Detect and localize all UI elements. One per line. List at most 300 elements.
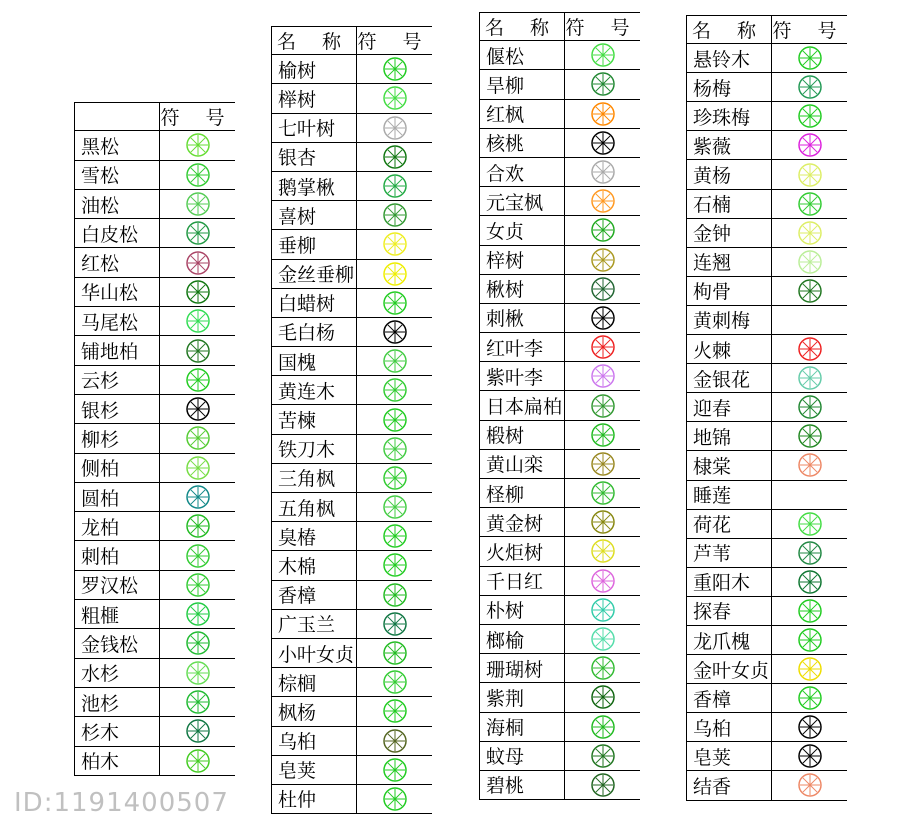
plant-name: 雪松: [75, 161, 160, 189]
plant-name: 睡莲: [687, 481, 772, 509]
plant-symbol-icon: [380, 640, 410, 666]
table-row: [272, 84, 432, 113]
symbol-cell: [357, 230, 432, 258]
plant-symbol-icon: [183, 338, 213, 364]
symbol-cell: [772, 597, 847, 625]
table-row: [480, 333, 640, 362]
plant-symbol-icon: [588, 305, 618, 331]
plant-symbol-icon: [380, 144, 410, 170]
plant-name: 女贞: [480, 216, 565, 244]
symbol-cell: [565, 333, 640, 361]
plant-name: 火棘: [687, 335, 772, 363]
plant-symbol-icon: [795, 656, 825, 682]
symbol-cell: [160, 688, 235, 716]
symbol-cell: [772, 539, 847, 567]
plant-symbol-icon: [183, 425, 213, 451]
plant-name: 朴树: [480, 596, 565, 624]
table-header: [687, 15, 847, 44]
plant-symbol-icon: [380, 56, 410, 82]
table-row: [75, 219, 235, 248]
plant-name: 侧柏: [75, 454, 160, 482]
table-row: [272, 522, 432, 551]
plant-symbol-icon: [380, 115, 410, 141]
plant-name: 金银花: [687, 364, 772, 392]
plant-symbol-icon: [795, 772, 825, 798]
symbol-cell: [772, 481, 847, 509]
plant-symbol-icon: [380, 377, 410, 403]
symbol-cell: [565, 275, 640, 303]
plant-name: 红松: [75, 248, 160, 276]
legend-table-3: [479, 12, 640, 800]
table-row: [272, 376, 432, 405]
plant-name: 毛白杨: [272, 318, 357, 346]
plant-symbol-icon: [795, 162, 825, 188]
table-row: [480, 479, 640, 508]
plant-name: 碧桃: [480, 771, 565, 799]
table-row: [687, 248, 847, 277]
plant-name: 马尾松: [75, 307, 160, 335]
table-row: [480, 654, 640, 683]
plant-name: 龙柏: [75, 512, 160, 540]
symbol-cell: [772, 713, 847, 741]
header-symbol: 符 号: [772, 20, 847, 43]
plant-name: 榉树: [272, 84, 357, 112]
table-row: [687, 626, 847, 655]
plant-name: 云杉: [75, 366, 160, 394]
plant-symbol-icon: [380, 494, 410, 520]
plant-symbol-icon: [380, 669, 410, 695]
symbol-cell: [772, 742, 847, 770]
plant-name: 海桐: [480, 713, 565, 741]
symbol-cell: [357, 522, 432, 550]
symbol-cell: [160, 278, 235, 306]
plant-name: 华山松: [75, 278, 160, 306]
table-row: [272, 668, 432, 697]
symbol-cell: [160, 512, 235, 540]
table-row: [480, 625, 640, 654]
symbol-cell: [772, 335, 847, 363]
symbol-cell: [160, 190, 235, 218]
plant-name: 珊瑚树: [480, 654, 565, 682]
symbol-cell: [357, 55, 432, 83]
plant-name: 皂荚: [272, 756, 357, 784]
symbol-cell: [357, 260, 432, 288]
plant-symbol-icon: [380, 85, 410, 111]
plant-name: 红叶李: [480, 333, 565, 361]
plant-name: 黄连木: [272, 376, 357, 404]
plant-symbol-icon: [588, 188, 618, 214]
symbol-cell: [160, 717, 235, 745]
plant-name: 合欢: [480, 158, 565, 186]
table-row: [75, 659, 235, 688]
plant-name: 龙爪槐: [687, 626, 772, 654]
symbol-cell: [357, 84, 432, 112]
table-row: [480, 187, 640, 216]
table-row: [272, 172, 432, 201]
table-row: [480, 275, 640, 304]
table-row: [480, 70, 640, 99]
symbol-cell: [565, 508, 640, 536]
symbol-cell: [160, 395, 235, 423]
plant-name: 罗汉松: [75, 571, 160, 599]
plant-name: 金丝垂柳: [272, 260, 357, 288]
plant-symbol-icon: [795, 423, 825, 449]
header-symbol: 符 号: [357, 31, 432, 54]
plant-name: 臭椿: [272, 522, 357, 550]
plant-name: 石楠: [687, 190, 772, 218]
plant-name: 黄刺梅: [687, 306, 772, 334]
plant-name: 珍珠梅: [687, 102, 772, 130]
plant-name: 香樟: [687, 684, 772, 712]
plant-symbol-icon: [588, 538, 618, 564]
table-row: [687, 306, 847, 335]
table-row: [272, 318, 432, 347]
plant-name: 乌桕: [272, 727, 357, 755]
table-row: [687, 597, 847, 626]
table-row: [75, 571, 235, 600]
plant-name: 池杉: [75, 688, 160, 716]
plant-symbol-icon: [588, 334, 618, 360]
plant-name: 日本扁柏: [480, 391, 565, 419]
plant-symbol-icon: [588, 159, 618, 185]
plant-name: 刺柏: [75, 541, 160, 569]
table-row: [272, 260, 432, 289]
plant-name: 棣棠: [687, 451, 772, 479]
table-row: [687, 771, 847, 800]
header-symbol: 符 号: [565, 17, 640, 40]
table-row: [480, 596, 640, 625]
plant-name: 喜树: [272, 201, 357, 229]
plant-symbol-icon: [380, 552, 410, 578]
plant-name: 悬铃木: [687, 44, 772, 72]
plant-symbol-icon: [183, 132, 213, 158]
table-row: [687, 393, 847, 422]
plant-name: 铺地柏: [75, 336, 160, 364]
symbol-cell: [772, 364, 847, 392]
symbol-cell: [357, 318, 432, 346]
plant-name: 荷花: [687, 510, 772, 538]
symbol-cell: [357, 581, 432, 609]
plant-symbol-icon: [795, 452, 825, 478]
table-row: [687, 655, 847, 684]
plant-symbol-icon: [183, 718, 213, 744]
symbol-cell: [357, 551, 432, 579]
plant-name: 银杏: [272, 143, 357, 171]
symbol-cell: [160, 307, 235, 335]
table-row: [687, 190, 847, 219]
table-row: [687, 73, 847, 102]
symbol-cell: [160, 336, 235, 364]
table-row: [272, 435, 432, 464]
legend-table-1: [74, 102, 235, 776]
symbol-cell: [565, 771, 640, 799]
symbol-cell: [772, 626, 847, 654]
symbol-cell: [565, 216, 640, 244]
table-row: [687, 510, 847, 539]
table-row: [75, 336, 235, 365]
table-row: [687, 131, 847, 160]
symbol-cell: [357, 289, 432, 317]
plant-name: 核桃: [480, 129, 565, 157]
plant-symbol-icon: [588, 684, 618, 710]
table-row: [480, 304, 640, 333]
plant-name: 探春: [687, 597, 772, 625]
plant-name: 紫叶李: [480, 362, 565, 390]
symbol-cell: [772, 568, 847, 596]
plant-symbol-icon: [588, 71, 618, 97]
plant-symbol-icon: [795, 191, 825, 217]
symbol-cell: [772, 219, 847, 247]
header-name: 名 称: [480, 13, 565, 40]
table-row: [75, 278, 235, 307]
header-name: [75, 103, 160, 130]
symbol-cell: [565, 713, 640, 741]
plant-name: 榔榆: [480, 625, 565, 653]
symbol-cell: [772, 102, 847, 130]
plant-name: 皂荚: [687, 742, 772, 770]
plant-symbol-icon: [183, 601, 213, 627]
plant-symbol-icon: [183, 748, 213, 774]
symbol-cell: [565, 187, 640, 215]
plant-name: 白皮松: [75, 219, 160, 247]
table-row: [480, 450, 640, 479]
plant-symbol-icon: [795, 714, 825, 740]
plant-name: 紫荆: [480, 683, 565, 711]
plant-symbol-icon: [588, 509, 618, 535]
plant-name: 铁刀木: [272, 435, 357, 463]
symbol-cell: [772, 248, 847, 276]
plant-name: 水杉: [75, 659, 160, 687]
plant-name: 木棉: [272, 551, 357, 579]
plant-symbol-icon: [380, 611, 410, 637]
plant-name: 连翘: [687, 248, 772, 276]
symbol-cell: [565, 70, 640, 98]
symbol-cell: [357, 143, 432, 171]
plant-symbol-icon: [795, 45, 825, 71]
plant-name: 五角枫: [272, 493, 357, 521]
symbol-cell: [160, 131, 235, 159]
table-row: [480, 713, 640, 742]
symbol-cell: [772, 451, 847, 479]
plant-name: 杨梅: [687, 73, 772, 101]
symbol-cell: [772, 277, 847, 305]
plant-name: 广玉兰: [272, 610, 357, 638]
symbol-cell: [565, 391, 640, 419]
plant-symbol-icon: [588, 42, 618, 68]
symbol-cell: [772, 306, 847, 334]
plant-symbol-icon: [795, 540, 825, 566]
plant-name: 苦楝: [272, 405, 357, 433]
plant-name: 火炬树: [480, 537, 565, 565]
plant-symbol-icon: [380, 436, 410, 462]
table-row: [75, 483, 235, 512]
table-row: [272, 405, 432, 434]
plant-name: 黄杨: [687, 160, 772, 188]
plant-symbol-icon: [588, 772, 618, 798]
plant-symbol-icon: [183, 689, 213, 715]
table-row: [272, 581, 432, 610]
plant-symbol-icon: [795, 627, 825, 653]
table-row: [687, 277, 847, 306]
plant-symbol-icon: [795, 743, 825, 769]
plant-symbol-icon: [795, 569, 825, 595]
table-row: [687, 219, 847, 248]
symbol-cell: [160, 424, 235, 452]
table-row: [75, 395, 235, 424]
plant-name: 白蜡树: [272, 289, 357, 317]
table-row: [480, 362, 640, 391]
symbol-cell: [357, 464, 432, 492]
symbol-cell: [357, 201, 432, 229]
plant-symbol-icon: [380, 348, 410, 374]
table-row: [480, 508, 640, 537]
plant-name: 柳杉: [75, 424, 160, 452]
symbol-cell: [357, 639, 432, 667]
symbol-cell: [160, 600, 235, 628]
table-row: [75, 131, 235, 160]
symbol-cell: [357, 785, 432, 813]
plant-name: 元宝枫: [480, 187, 565, 215]
table-row: [480, 129, 640, 158]
table-row: [75, 600, 235, 629]
table-row: [272, 727, 432, 756]
symbol-cell: [565, 596, 640, 624]
plant-name: 香樟: [272, 581, 357, 609]
symbol-cell: [357, 347, 432, 375]
symbol-cell: [160, 541, 235, 569]
table-row: [272, 55, 432, 84]
plant-symbol-icon: [795, 249, 825, 275]
table-row: [687, 44, 847, 73]
symbol-cell: [565, 41, 640, 69]
table-row: [480, 771, 640, 800]
header-name: 名 称: [687, 16, 772, 43]
plant-symbol-icon: [588, 568, 618, 594]
plant-name: 鹅掌楸: [272, 172, 357, 200]
plant-name: 楸树: [480, 275, 565, 303]
symbol-cell: [357, 405, 432, 433]
symbol-cell: [565, 537, 640, 565]
plant-symbol-icon: [795, 103, 825, 129]
table-row: [75, 717, 235, 746]
symbol-cell: [160, 454, 235, 482]
plant-symbol-icon: [795, 132, 825, 158]
plant-name: 七叶树: [272, 114, 357, 142]
plant-symbol-icon: [380, 582, 410, 608]
table-row: [272, 785, 432, 814]
plant-symbol-icon: [380, 728, 410, 754]
table-row: [75, 248, 235, 277]
table-row: [687, 568, 847, 597]
symbol-cell: [772, 73, 847, 101]
plant-name: 粗榧: [75, 600, 160, 628]
table-row: [75, 747, 235, 776]
plant-symbol-icon: [380, 698, 410, 724]
symbol-cell: [565, 479, 640, 507]
symbol-cell: [772, 131, 847, 159]
plant-symbol-icon: [183, 396, 213, 422]
plant-name: 杉木: [75, 717, 160, 745]
symbol-cell: [160, 161, 235, 189]
plant-symbol-icon: [380, 465, 410, 491]
plant-symbol-icon: [588, 626, 618, 652]
plant-name: 蚊母: [480, 742, 565, 770]
table-row: [480, 567, 640, 596]
table-row: [272, 347, 432, 376]
symbol-cell: [772, 422, 847, 450]
plant-symbol-icon: [380, 173, 410, 199]
plant-symbol-icon: [588, 451, 618, 477]
symbol-cell: [565, 362, 640, 390]
table-row: [687, 422, 847, 451]
plant-symbol-icon: [380, 407, 410, 433]
table-row: [272, 230, 432, 259]
plant-symbol-icon: [380, 231, 410, 257]
plant-symbol-icon: [588, 480, 618, 506]
plant-name: 刺楸: [480, 304, 565, 332]
plant-symbol-icon: [380, 786, 410, 812]
symbol-cell: [565, 246, 640, 274]
symbol-cell: [565, 742, 640, 770]
plant-symbol-icon: [588, 655, 618, 681]
plant-name: 垂柳: [272, 230, 357, 258]
symbol-cell: [772, 655, 847, 683]
plant-symbol-icon: [588, 597, 618, 623]
plant-name: 千日红: [480, 567, 565, 595]
table-row: [75, 454, 235, 483]
table-row: [75, 512, 235, 541]
table-row: [75, 688, 235, 717]
table-row: [687, 742, 847, 771]
plant-symbol-icon: [183, 308, 213, 334]
plant-symbol-icon: [588, 714, 618, 740]
plant-symbol-icon: [795, 74, 825, 100]
plant-symbol-icon: [795, 394, 825, 420]
symbol-cell: [772, 510, 847, 538]
table-row: [272, 201, 432, 230]
table-row: [75, 541, 235, 570]
plant-symbol-icon: [380, 523, 410, 549]
symbol-cell: [565, 421, 640, 449]
legend-table-2: [271, 26, 432, 814]
table-header: [480, 12, 640, 41]
plant-name: 油松: [75, 190, 160, 218]
table-row: [480, 41, 640, 70]
plant-name: 乌桕: [687, 713, 772, 741]
legend-table-4: [686, 15, 847, 801]
table-header: [272, 26, 432, 55]
plant-symbol-icon: [588, 363, 618, 389]
symbol-cell: [565, 450, 640, 478]
table-row: [75, 161, 235, 190]
table-row: [272, 551, 432, 580]
table-row: [272, 143, 432, 172]
plant-symbol-icon: [380, 319, 410, 345]
table-row: [687, 451, 847, 480]
plant-name: 芦苇: [687, 539, 772, 567]
plant-symbol-icon: [183, 660, 213, 686]
table-row: [480, 100, 640, 129]
table-row: [75, 366, 235, 395]
symbol-cell: [565, 304, 640, 332]
table-row: [687, 102, 847, 131]
table-header: [75, 102, 235, 131]
plant-symbol-icon: [795, 365, 825, 391]
plant-symbol-icon: [380, 757, 410, 783]
symbol-cell: [357, 668, 432, 696]
symbol-cell: [357, 435, 432, 463]
plant-symbol-icon: [588, 247, 618, 273]
